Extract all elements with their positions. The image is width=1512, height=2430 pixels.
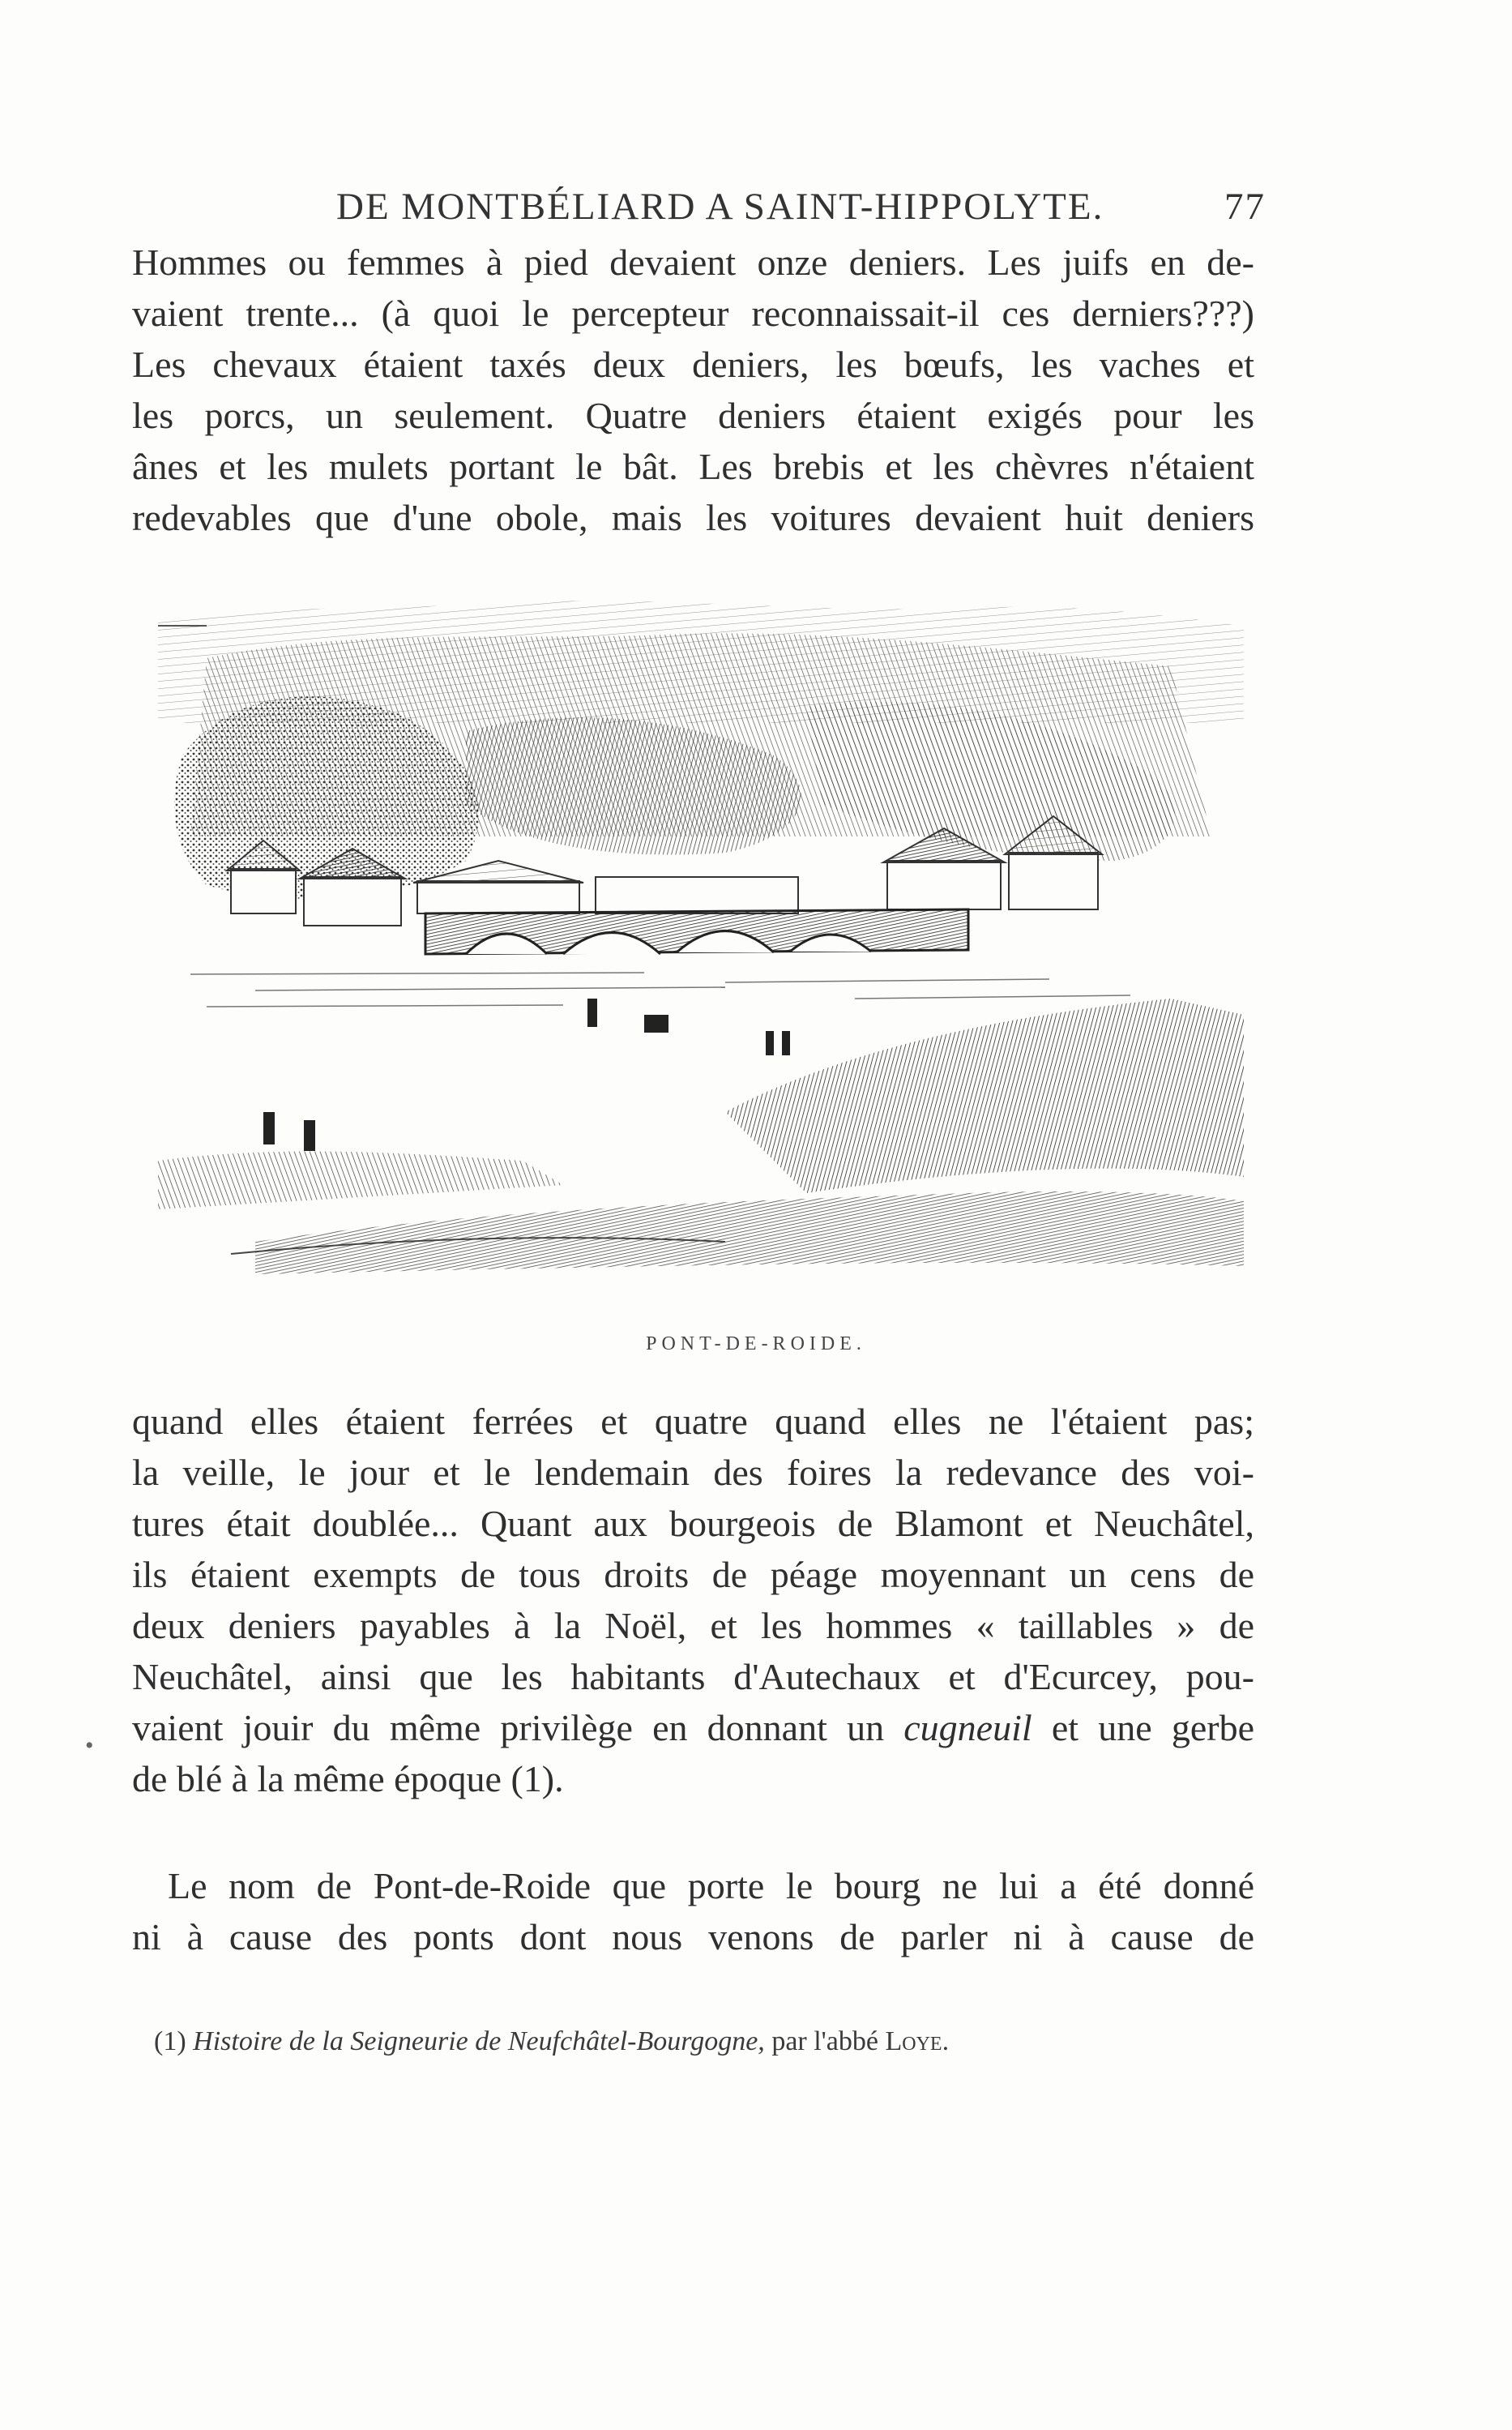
engraving-pont-de-roide [158, 593, 1244, 1307]
text-line: deux deniers payables à la Noël, et les hommes « taillables » de [132, 1605, 1254, 1646]
footnote-author: Loye. [885, 2026, 950, 2056]
text-segment: vaient jouir du même privilège en donnant un [132, 1707, 885, 1748]
text-line: ânes et les mulets portant le bât. Les brebis et les chèvres n'étaient [132, 446, 1254, 487]
text-line: redevables que d'une obole, mais les voitures devaient huit deniers [132, 497, 1254, 538]
page-number: 77 [1224, 186, 1266, 228]
figures [263, 999, 790, 1151]
text-line: Le nom de Pont-de-Roide que porte le bourg ne lui a été donné [168, 1865, 1254, 1906]
text-line: ni à cause des ponts dont nous venons de parler ni à cause de [132, 1916, 1254, 1957]
footnote-by: par l'abbé [771, 2026, 878, 2056]
text-line: les porcs, un seulement. Quatre deniers étaient exigés pour les [132, 395, 1254, 436]
stone-bridge [425, 909, 968, 954]
text-line: de blé à la même époque (1). [132, 1758, 564, 1799]
text-segment: et une gerbe [1051, 1707, 1254, 1748]
text-line: vaient trente... (à quoi le percepteur reconnaissait-il ces derniers???) [132, 293, 1254, 334]
river-water [190, 973, 1130, 1007]
footnote [154, 2026, 1207, 2057]
paragraph-middle [132, 1396, 1254, 1804]
paragraph-bottom [132, 1860, 1254, 1962]
text-line: tures était doublée... Quant aux bourgeois de Blamont et Neuchâtel, [132, 1503, 1254, 1544]
paragraph-top [132, 237, 1254, 543]
text-line: Hommes ou femmes à pied devaient onze deniers. Les juifs en de- [132, 242, 1254, 283]
running-head [130, 185, 1264, 233]
footnote-number: (1) [154, 2026, 186, 2056]
footnote-source: Histoire de la Seigneurie de Neufchâtel-Bourgogne, [193, 2026, 765, 2056]
running-title: DE MONTBÉLIARD A SAINT-HIPPOLYTE. [336, 186, 1104, 228]
text-line: ils étaient exempts de tous droits de péage moyennant un cens de [132, 1554, 1254, 1595]
text-line-with-italic [132, 1702, 1254, 1753]
text-line: la veille, le jour et le lendemain des foires la redevance des voi- [132, 1452, 1254, 1493]
italic-word: cugneuil [903, 1707, 1032, 1748]
text-line: Neuchâtel, ainsi que les habitants d'Autechaux et d'Ecurcey, pou- [132, 1656, 1254, 1697]
text-line: quand elles étaient ferrées et quatre quand elles ne l'étaient pas; [132, 1401, 1254, 1442]
text-line: Les chevaux étaient taxés deux deniers, les bœufs, les vaches et [132, 344, 1254, 385]
margin-mark: • [85, 1732, 94, 1759]
figure-caption: PONT-DE-ROIDE. [646, 1333, 866, 1354]
